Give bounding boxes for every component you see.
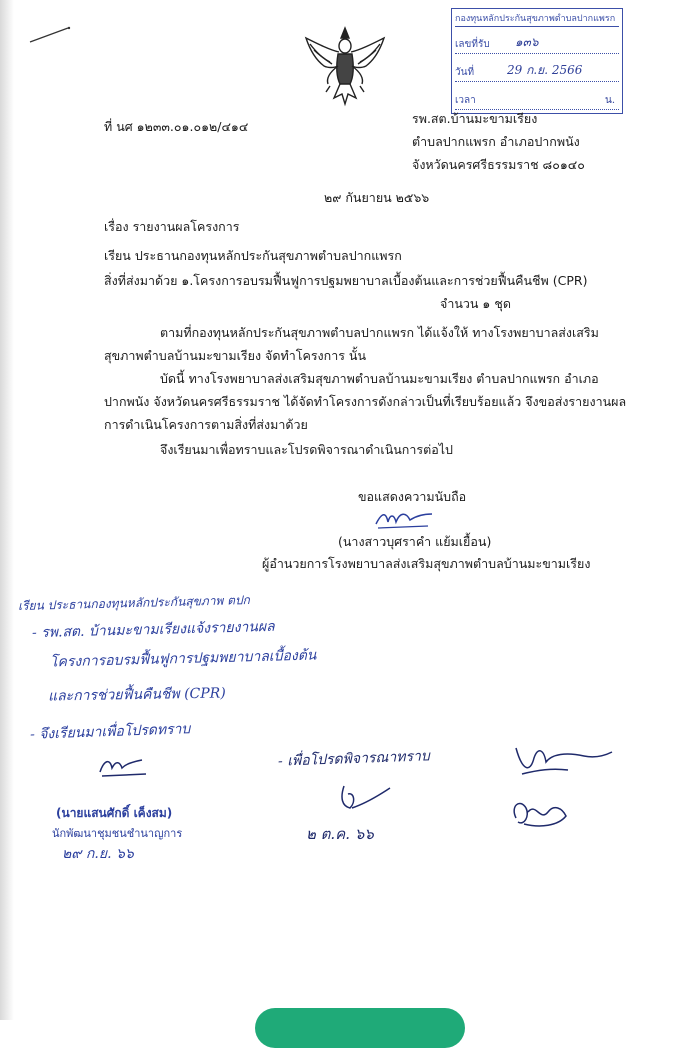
- body-paragraph-1-line-2: สุขภาพตำบลบ้านมะขามเรียง จัดทำโครงการ นั้น: [104, 348, 367, 363]
- stamp-org: กองทุนหลักประกันสุขภาพตำบลปากแพรก: [455, 14, 616, 24]
- letter-subject: เรื่อง รายงานผลโครงการ: [104, 219, 240, 234]
- body-paragraph-2-line-1: บัดนี้ ทางโรงพยาบาลส่งเสริมสุขภาพตำบลบ้านมะขามเรียง ตำบลปากแพรก อำเภอ: [160, 371, 599, 386]
- handwritten-note-line-4: และการช่วยฟื้นคืนชีพ (CPR): [47, 685, 226, 705]
- sender-address-line-1: รพ.สต.บ้านมะขามเรียง: [412, 111, 538, 126]
- director-signature: [372, 506, 436, 532]
- stamp-time-label: เวลา: [455, 95, 476, 106]
- body-paragraph-2-line-2: ปากพนัง จังหวัดนครศรีธรรมราช ได้จัดทำโครงการดังกล่าวเป็นที่เรียบร้อยแล้ว จึงขอส่งรายงานผล: [104, 394, 627, 409]
- handwritten-note-line-5: - จึงเรียนมาเพื่อโปรดทราบ: [29, 721, 191, 743]
- letter-date: ๒๙ กันยายน ๒๕๖๖: [324, 190, 430, 205]
- chairman-signature: [334, 782, 394, 816]
- stamp-time-value: น.: [604, 95, 615, 106]
- handwritten-note-line-2: - รพ.สต. บ้านมะขามเรียงแจ้งรายงานผล: [31, 618, 275, 642]
- body-paragraph-1-line-1: ตามที่กองทุนหลักประกันสุขภาพตำบลปากแพรก ได้แจ้งให้ ทางโรงพยาบาลส่งเสริม: [160, 325, 599, 340]
- right-signature-1: [508, 740, 618, 784]
- bottom-green-tab: [255, 1008, 465, 1048]
- handwritten-note-line-3: โครงการอบรมฟื้นฟูการปฐมพยาบาลเบื้องต้น: [49, 647, 317, 671]
- signer-title: ผู้อำนวยการโรงพยาบาลส่งเสริมสุขภาพตำบลบ้านมะขามเรียง: [262, 556, 591, 571]
- body-paragraph-3: จึงเรียนมาเพื่อทราบและโปรดพิจารณาดำเนินการต่อไป: [160, 442, 453, 457]
- stamp-number-label: เลขที่รับ: [455, 39, 490, 50]
- receipt-stamp: [451, 8, 623, 114]
- closing: ขอแสดงความนับถือ: [358, 489, 467, 504]
- letter-recipient: เรียน ประธานกองทุนหลักประกันสุขภาพตำบลปากแพรก: [104, 248, 402, 263]
- pen-mark: [28, 24, 74, 46]
- handwritten-note-line-1: เรียน ประธานกองทุนหลักประกันสุขภาพ ตปก: [17, 592, 251, 614]
- stamp-date-value: 29 ก.ย. 2566: [507, 63, 583, 77]
- sender-address-line-2: ตำบลปากแพรก อำเภอปากพนัง: [412, 134, 580, 149]
- officer-name: (นายแสนศักดิ์ เค็งสม): [56, 806, 173, 820]
- right-signature-2: [506, 792, 576, 836]
- garuda-emblem-icon: [300, 22, 390, 112]
- letter-enclosure: สิ่งที่ส่งมาด้วย ๑.โครงการอบรมฟื้นฟูการปฐมพยาบาลเบื้องต้นและการช่วยฟื้นคืนชีพ (CPR): [104, 273, 588, 288]
- signer-name: (นางสาวบุศราคำ แย้มเยื้อน): [338, 534, 492, 549]
- sender-address-line-3: จังหวัดนครศรีธรรมราช ๘๐๑๔๐: [412, 157, 585, 172]
- officer-date: ๒๙ ก.ย. ๖๖: [62, 846, 134, 862]
- body-paragraph-2-line-3: การดำเนินโครงการตามสิ่งที่ส่งมาด้วย: [104, 417, 308, 432]
- officer-signature: [96, 750, 152, 780]
- page-edge-shadow: [0, 0, 14, 1020]
- letter-enclosure-qty: จำนวน ๑ ชุด: [440, 296, 511, 311]
- handwritten-middle-date: ๒ ต.ค. ๖๖: [306, 825, 374, 843]
- stamp-number-value: ๑๓๖: [515, 35, 539, 49]
- stamp-date-label: วันที่: [455, 67, 475, 78]
- officer-title: นักพัฒนาชุมชนชำนาญการ: [52, 827, 183, 840]
- reference-number: ที่ นศ ๑๒๓๓.๐๑.๐๑๒/๔๑๔: [104, 119, 249, 134]
- handwritten-middle-note: - เพื่อโปรดพิจารณาทราบ: [277, 748, 431, 770]
